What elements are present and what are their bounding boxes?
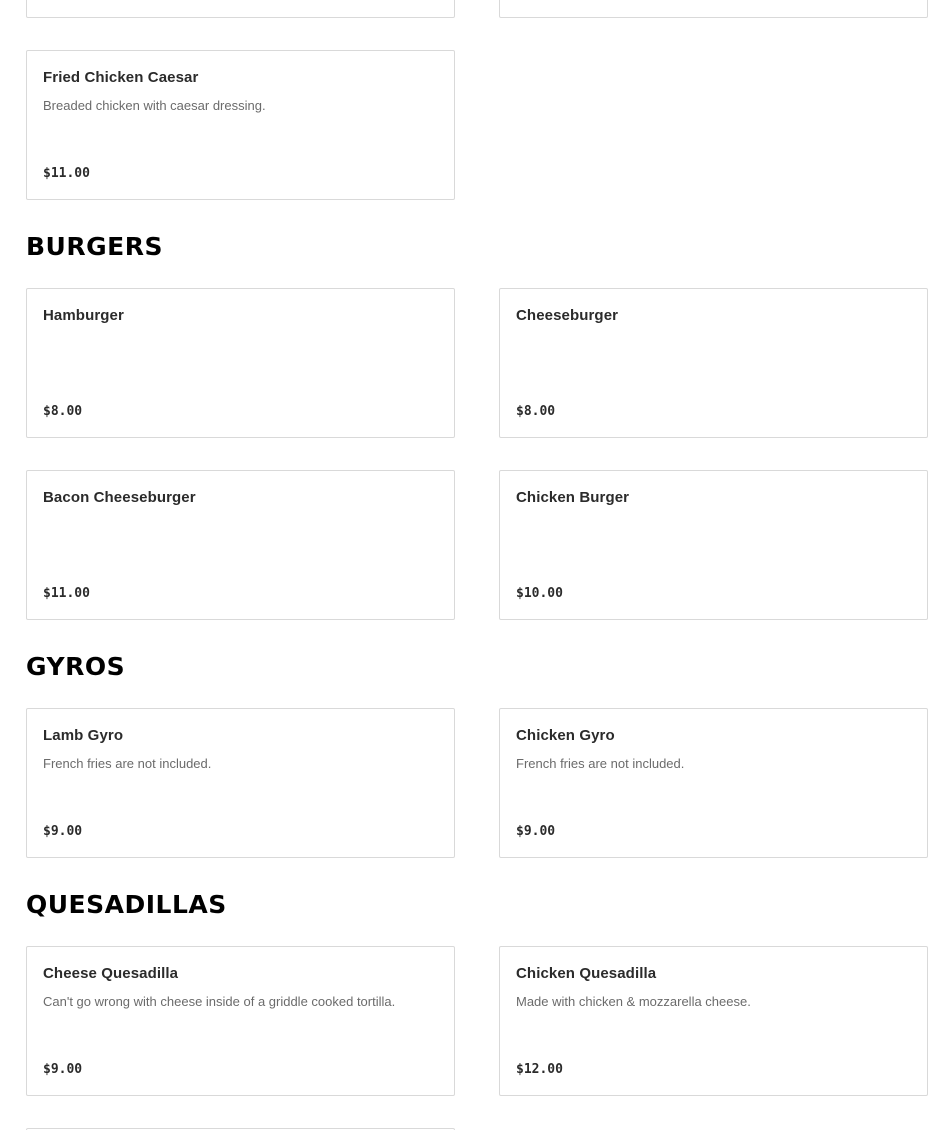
menu-item-description: Breaded chicken with caesar dressing. bbox=[43, 98, 266, 113]
menu-item-description: Made with chicken & mozzarella cheese. bbox=[516, 994, 751, 1009]
menu-item-card[interactable] bbox=[499, 288, 928, 438]
menu-item-name: Fried Chicken Caesar bbox=[43, 69, 199, 86]
menu-item-card-partial[interactable] bbox=[26, 0, 455, 18]
menu-item-card[interactable] bbox=[499, 470, 928, 620]
menu-item-price: $12.00 bbox=[516, 1062, 563, 1077]
menu-item-price: $11.00 bbox=[43, 166, 90, 181]
menu-item-price: $11.00 bbox=[43, 586, 90, 601]
menu-item-price: $9.00 bbox=[43, 1062, 83, 1077]
menu-item-card[interactable] bbox=[26, 470, 455, 620]
menu-item-name: Cheese Quesadilla bbox=[43, 965, 179, 982]
menu-item-price: $8.00 bbox=[43, 404, 83, 419]
menu-item-price: $10.00 bbox=[516, 586, 563, 601]
menu-item-name: Chicken Quesadilla bbox=[516, 965, 657, 982]
menu-item-description: French fries are not included. bbox=[516, 756, 685, 771]
menu-item-price: $9.00 bbox=[43, 824, 83, 839]
section-title-gyros: GYROS bbox=[26, 652, 126, 681]
menu-item-name: Chicken Burger bbox=[516, 489, 630, 506]
menu-item-name: Bacon Cheeseburger bbox=[43, 489, 196, 506]
menu-item-card[interactable] bbox=[26, 946, 455, 1096]
menu-item-card[interactable] bbox=[26, 288, 455, 438]
menu-item-card[interactable] bbox=[499, 708, 928, 858]
menu-item-card[interactable] bbox=[26, 50, 455, 200]
menu-item-name: Lamb Gyro bbox=[43, 727, 124, 744]
menu-item-description: French fries are not included. bbox=[43, 756, 212, 771]
menu-item-card[interactable] bbox=[499, 946, 928, 1096]
menu-item-name: Chicken Gyro bbox=[516, 727, 615, 744]
section-title-burgers: BURGERS bbox=[26, 232, 163, 261]
menu-item-name: Hamburger bbox=[43, 307, 124, 324]
menu-item-price: $9.00 bbox=[516, 824, 556, 839]
menu-item-description: Can't go wrong with cheese inside of a griddle cooked tortilla. bbox=[43, 994, 396, 1009]
menu-item-card[interactable] bbox=[26, 708, 455, 858]
menu-item-price: $8.00 bbox=[516, 404, 556, 419]
section-title-quesadillas: QUESADILLAS bbox=[26, 890, 227, 919]
menu-item-card-partial[interactable] bbox=[499, 0, 928, 18]
menu-item-name: Cheeseburger bbox=[516, 307, 619, 324]
